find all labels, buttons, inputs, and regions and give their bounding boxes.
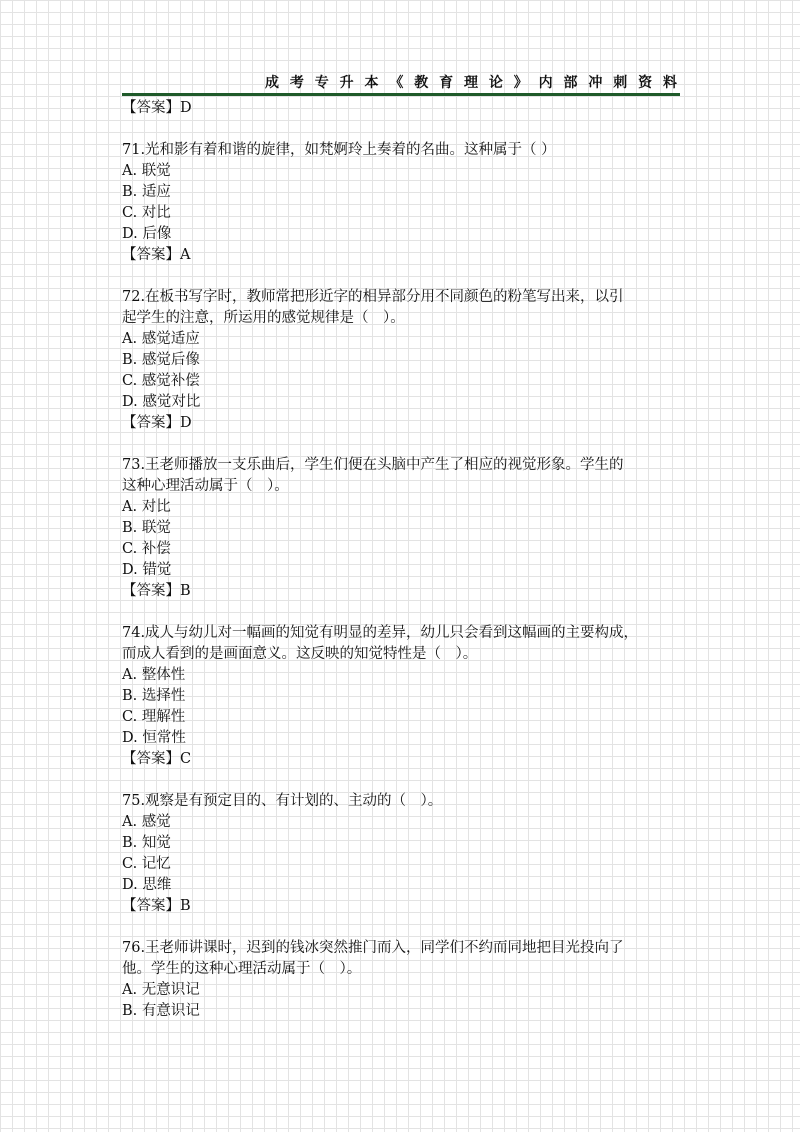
question-text: 74.成人与幼儿对一幅画的知觉有明显的差异，幼儿只会看到这幅画的主要构成，: [122, 625, 639, 641]
option-d: D. 后像: [122, 226, 172, 242]
option-b: B. 有意识记: [122, 1003, 200, 1019]
option-a: A. 对比: [122, 499, 171, 515]
option-c: C. 补偿: [122, 541, 171, 557]
answer-line: 【答案】B: [122, 583, 191, 599]
option-a: A. 无意识记: [122, 982, 200, 998]
option-b: B. 知觉: [122, 835, 171, 851]
option-c: C. 感觉补偿: [122, 373, 200, 389]
question-text: 71.光和影有着和谐的旋律，如梵婀玲上奏着的名曲。这种属于（ ）: [122, 142, 556, 158]
question-text: 起学生的注意，所运用的感觉规律是（ ）。: [122, 310, 405, 326]
option-d: D. 错觉: [122, 562, 172, 578]
option-c: C. 记忆: [122, 856, 171, 872]
question-75: [122, 791, 682, 917]
question-71: [122, 140, 682, 266]
option-d: D. 恒常性: [122, 730, 186, 746]
option-b: B. 感觉后像: [122, 352, 200, 368]
option-a: A. 联觉: [122, 163, 171, 179]
option-b: B. 适应: [122, 184, 171, 200]
option-d: D. 思维: [122, 877, 172, 893]
answer-line: 【答案】C: [122, 751, 192, 767]
answer-line: 【答案】B: [122, 898, 191, 914]
question-text: 72.在板书写字时，教师常把形近字的相异部分用不同颜色的粉笔写出来，以引: [122, 289, 624, 305]
question-text: 这种心理活动属于（ ）。: [122, 478, 289, 494]
option-a: A. 感觉适应: [122, 331, 200, 347]
option-c: C. 理解性: [122, 709, 186, 725]
question-text: 73.王老师播放一支乐曲后，学生们便在头脑中产生了相应的视觉形象。学生的: [122, 457, 624, 473]
answer-line: 【答案】D: [122, 415, 192, 431]
document-header: 成 考 专 升 本 《 教 育 理 论 》 内 部 冲 刺 资 料: [122, 72, 680, 96]
question-74: [122, 623, 682, 770]
option-c: C. 对比: [122, 205, 171, 221]
question-text: 76.王老师讲课时，迟到的钱冰突然推门而入，同学们不约而同地把目光投向了: [122, 940, 624, 956]
question-text: 75.观察是有预定目的、有计划的、主动的（ ）。: [122, 793, 443, 809]
option-d: D. 感觉对比: [122, 394, 201, 410]
option-b: B. 选择性: [122, 688, 186, 704]
question-text: 而成人看到的是画面意义。这反映的知觉特性是（ ）。: [122, 646, 478, 662]
question-72: [122, 287, 682, 434]
option-b: B. 联觉: [122, 520, 171, 536]
question-text: 他。学生的这种心理活动属于（ ）。: [122, 961, 362, 977]
option-a: A. 感觉: [122, 814, 171, 830]
option-a: A. 整体性: [122, 667, 186, 683]
question-73: [122, 455, 682, 602]
answer-line: 【答案】D: [122, 100, 192, 116]
question-list: [122, 98, 682, 1022]
answer-line: 【答案】A: [122, 247, 191, 263]
question-76: [122, 938, 682, 1022]
